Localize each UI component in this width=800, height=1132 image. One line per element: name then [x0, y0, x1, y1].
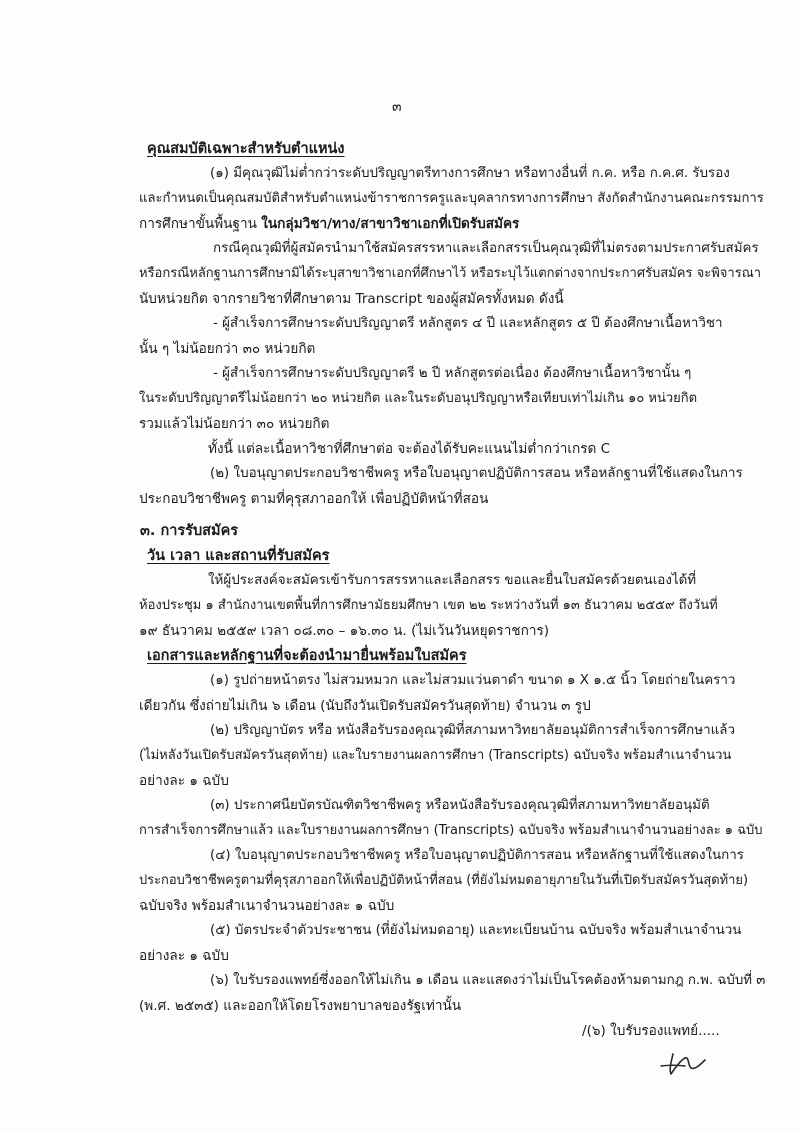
continuation-note: /(๖) ใบรับรองแพทย์.....: [582, 1023, 720, 1039]
credit-2yr-line-1: - ผู้สำเร็จการศึกษาระดับปริญญาตรี ๒ ปี หลักสูตรต่อเนื่อง ต้องศึกษาเนื้อหาวิชานั้น ๆ: [213, 366, 692, 381]
doc-6-line-1: (๖) ใบรับรองแพทย์ซึ่งออกให้ไม่เกิน ๑ เดือน และแสดงว่าไม่เป็นโรคต้องห้ามตามกฎ ก.พ. ฉบับที่ ๓: [210, 973, 766, 988]
application-line-3: ๑๙ ธันวาคม ๒๕๕๙ เวลา ๐๘.๓๐ – ๑๖.๓๐ น. (ไม่เว้นวันหยุดราชการ): [139, 623, 550, 639]
application-heading: ๓. การรับสมัคร: [140, 523, 239, 539]
qualification-1-line-3-text: การศึกษาขั้นพื้นฐาน: [139, 216, 262, 232]
application-line-2: ห้องประชุม ๑ สำนักงานเขตพื้นที่การศึกษามัธยมศึกษา เขต ๒๒ ระหว่างวันที่ ๑๓ ธันวาคม ๒๕๕๙ ถึงวันที่: [139, 598, 718, 613]
qualifications-heading: คุณสมบัติเฉพาะสำหรับตำแหน่ง: [147, 141, 345, 157]
grade-requirement: ทั้งนี้ แต่ละเนื้อหาวิชาที่ศึกษาต่อ จะต้องได้รับคะแนนไม่ต่ำกว่าเกรด C: [208, 441, 611, 457]
credit-2yr-line-3: รวมแล้วไม่น้อยกว่า ๓๐ หน่วยกิต: [139, 416, 330, 432]
doc-4-line-1: (๔) ใบอนุญาตประกอบวิชาชีพครู หรือใบอนุญาตปฏิบัติการสอน หรือหลักฐานที่ใช้แสดงในการ: [210, 848, 744, 863]
doc-2-line-3: อย่างละ ๑ ฉบับ: [139, 773, 229, 789]
qualification-2-line-1: (๒) ใบอนุญาตประกอบวิชาชีพครู หรือใบอนุญาตปฏิบัติการสอน หรือหลักฐานที่ใช้แสดงในการ: [210, 466, 743, 481]
credit-clause-line-2: หรือกรณีหลักฐานการศึกษามิได้ระบุสาขาวิชาเอกที่ศึกษาไว้ หรือระบุไว้แตกต่างจากประกาศรับสมัคร จะพิจารณา: [139, 266, 762, 281]
credit-clause-line-3: นับหน่วยกิต จากรายวิชาที่ศึกษาตาม Transcript ของผู้สมัครทั้งหมด ดังนี้: [139, 291, 564, 307]
credit-4yr-line-2: นั้น ๆ ไม่น้อยกว่า ๓๐ หน่วยกิต: [139, 341, 316, 357]
qualification-1-line-2: และกำหนดเป็นคุณสมบัติสำหรับตำแหน่งข้าราชการครูและบุคลากรทางการศึกษา สังกัดสำนักงานคณะกรรมการ: [139, 191, 764, 206]
doc-3-line-1: (๓) ประกาศนียบัตรบัณฑิตวิชาชีพครู หรือหนังสือรับรองคุณวุฒิที่สภามหาวิทยาลัยอนุมัติ: [210, 798, 710, 813]
doc-4-line-3: ฉบับจริง พร้อมสำเนาจำนวนอย่างละ ๑ ฉบับ: [139, 898, 395, 914]
doc-6-line-2: (พ.ศ. ๒๕๓๕) และออกให้โดยโรงพยาบาลของรัฐเท่านั้น: [139, 998, 462, 1014]
doc-4-line-2: ประกอบวิชาชีพครูตามที่คุรุสภาออกให้เพื่อปฏิบัติหน้าที่สอน (ที่ยังไม่หมดอายุภายในวันที่เปิดรับสมัครวันสุดท้าย): [139, 873, 748, 888]
credit-2yr-line-2: ในระดับปริญญาตรีไม่น้อยกว่า ๒๐ หน่วยกิต และในระดับอนุปริญญาหรือเทียบเท่าไม่เกิน ๑๐ หน่วยกิต: [139, 391, 698, 406]
doc-5-line-1: (๕) บัตรประจำตัวประชาชน (ที่ยังไม่หมดอายุ) และทะเบียนบ้าน ฉบับจริง พร้อมสำเนาจำนวน: [210, 923, 742, 938]
doc-1-line-1: (๑) รูปถ่ายหน้าตรง ไม่สวมหมวก และไม่สวมแว่นตาดำ ขนาด ๑ X ๑.๕ นิ้ว โดยถ่ายในคราว: [210, 673, 736, 688]
handwritten-initials-signature: [655, 1040, 715, 1080]
qualification-2-line-2: ประกอบวิชาชีพครู ตามที่คุรุสภาออกให้ เพื่อปฏิบัติหน้าที่สอน: [139, 491, 489, 507]
qualification-1-line-1: (๑) มีคุณวุฒิไม่ต่ำกว่าระดับปริญญาตรีทางการศึกษา หรือทางอื่นที่ ก.ค. หรือ ก.ค.ศ. รับรอง: [210, 166, 730, 181]
qualification-1-subject-group: ในกลุ่มวิชา/ทาง/สาขาวิชาเอกที่เปิดรับสมัคร: [261, 216, 520, 232]
application-line-1: ให้ผู้ประสงค์จะสมัครเข้ารับการสรรหาและเลือกสรร ขอและยื่นใบสมัครด้วยตนเองได้ที่: [208, 573, 697, 588]
credit-4yr-line-1: - ผู้สำเร็จการศึกษาระดับปริญญาตรี หลักสูตร ๔ ปี และหลักสูตร ๕ ปี ต้องศึกษาเนื้อหาวิชา: [213, 316, 723, 331]
page-number: ๓: [392, 99, 402, 115]
doc-3-line-2: การสำเร็จการศึกษาแล้ว และใบรายงานผลการศึกษา (Transcripts) ฉบับจริง พร้อมสำเนาจำนวนอย่างละ ๑ ฉบับ: [139, 823, 763, 838]
doc-5-line-2: อย่างละ ๑ ฉบับ: [139, 948, 229, 964]
doc-2-line-2: (ไม่หลังวันเปิดรับสมัครวันสุดท้าย) และใบรายงานผลการศึกษา (Transcripts) ฉบับจริง พร้อมสำเนาจำนวน: [139, 748, 732, 763]
qualification-1-line-3: [139, 215, 519, 233]
doc-1-line-2: เดียวกัน ซึ่งถ่ายไม่เกิน ๖ เดือน (นับถึงวันเปิดรับสมัครวันสุดท้าย) จำนวน ๓ รูป: [139, 698, 591, 714]
documents-heading: เอกสารและหลักฐานที่จะต้องนำมายื่นพร้อมใบสมัคร: [147, 648, 467, 664]
date-place-heading: วัน เวลา และสถานที่รับสมัคร: [147, 548, 330, 564]
credit-clause-line-1: กรณีคุณวุฒิที่ผู้สมัครนำมาใช้สมัครสรรหาและเลือกสรรเป็นคุณวุฒิที่ไม่ตรงตามประกาศรับสมัคร: [213, 241, 759, 256]
doc-2-line-1: (๒) ปริญญาบัตร หรือ หนังสือรับรองคุณวุฒิที่สภามหาวิทยาลัยอนุมัติการสำเร็จการศึกษาแล้ว: [210, 723, 735, 738]
